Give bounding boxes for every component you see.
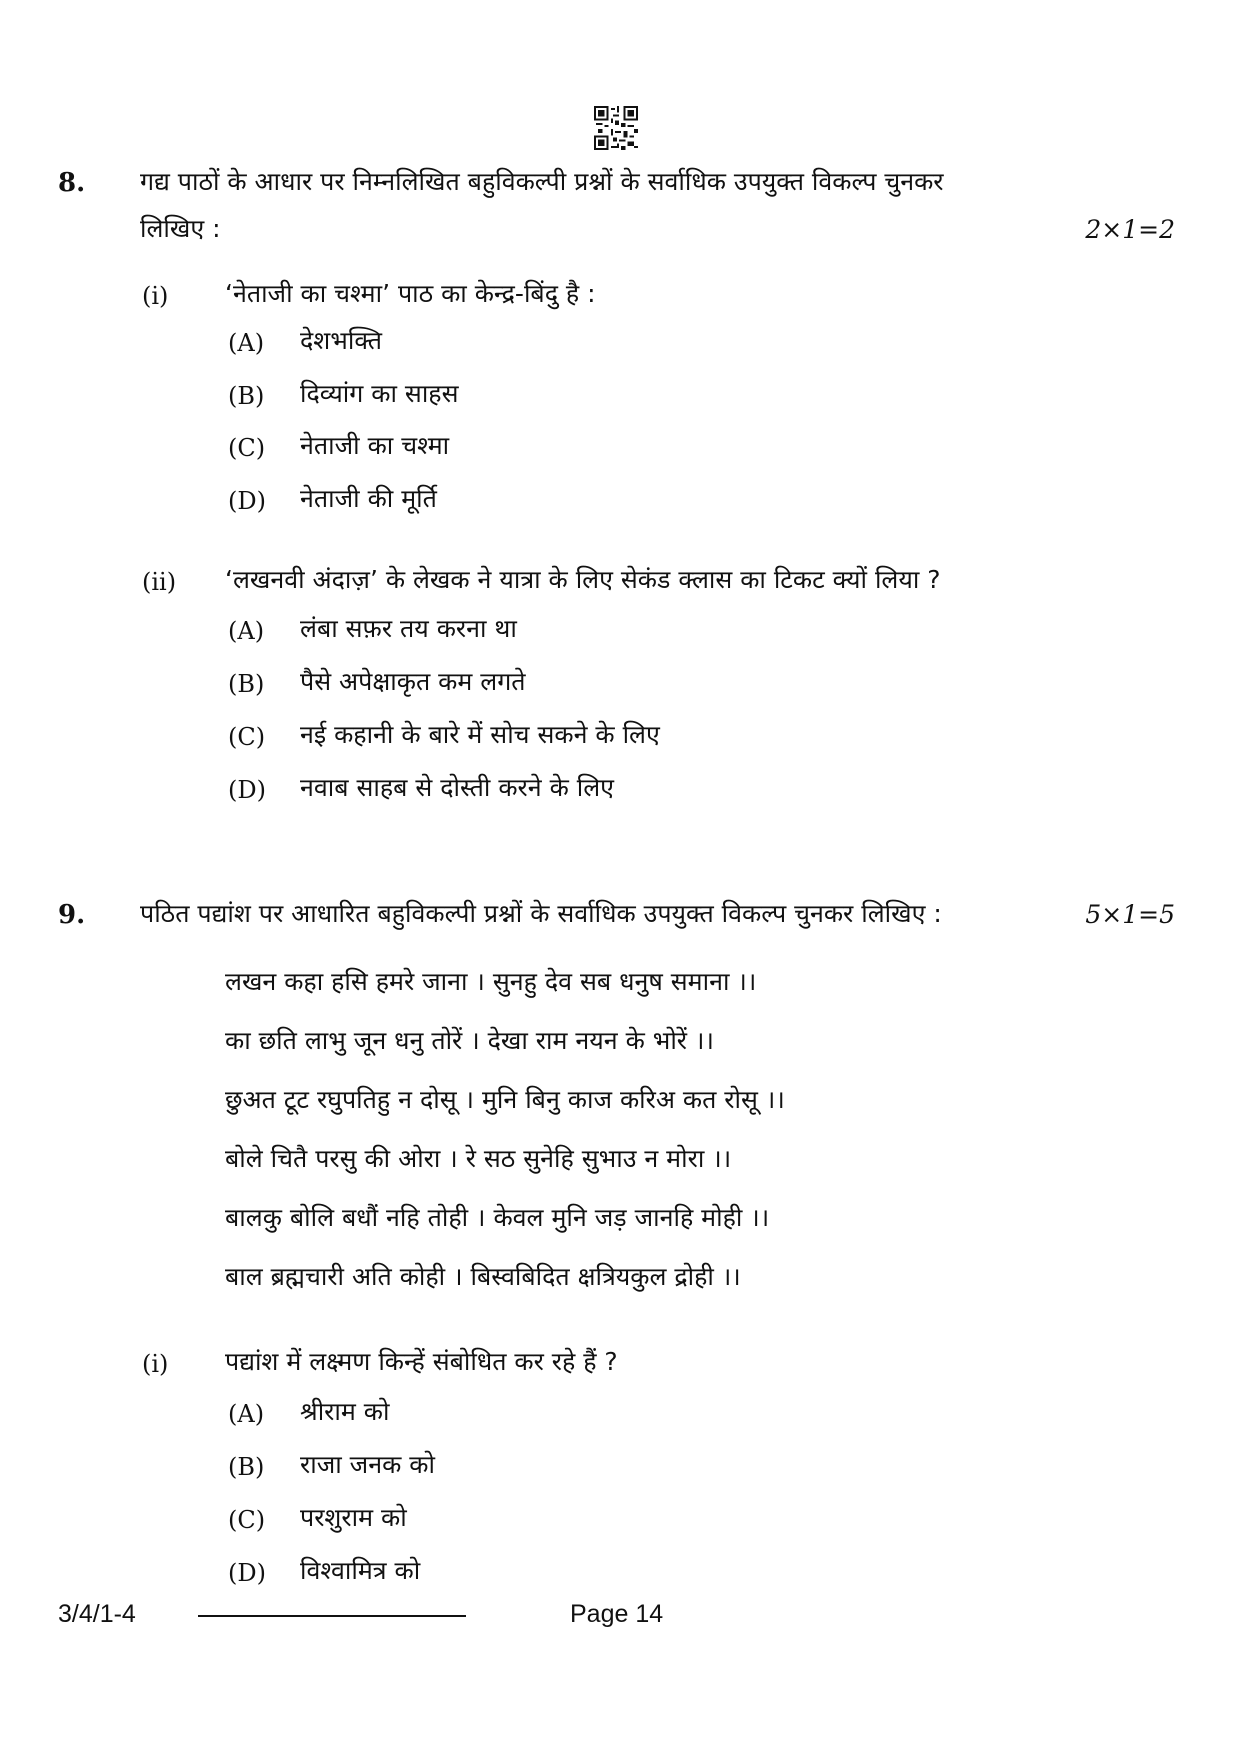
subquestion-label: (i): [142, 282, 169, 310]
option-text: देशभक्ति: [300, 326, 382, 355]
verse-line: बाल ब्रह्मचारी अति कोही । बिस्वबिदित क्षत्रियकुल द्रोही ।।: [225, 1262, 741, 1291]
paper-code: 3/4/1-4: [58, 1600, 136, 1628]
subquestion-label: (i): [142, 1350, 169, 1378]
subquestion-text: पद्यांश में लक्ष्मण किन्हें संबोधित कर रहे हैं ?: [225, 1347, 618, 1376]
option-letter: (A): [228, 617, 265, 645]
verse-line: छुअत टूट रघुपतिहु न दोसू । मुनि बिनु काज करिअ कत रोसू ।।: [225, 1085, 785, 1114]
option-letter: (B): [228, 382, 265, 410]
question-number: 9.: [58, 900, 86, 930]
option-letter: (C): [228, 1506, 266, 1534]
option-text: नई कहानी के बारे में सोच सकने के लिए: [300, 720, 660, 749]
option-text: दिव्यांग का साहस: [300, 379, 459, 408]
option-letter: (A): [228, 329, 265, 357]
verse-line: का छति लाभु जून धनु तोरें । देखा राम नयन के भोरें ।।: [225, 1026, 714, 1055]
option-text: नवाब साहब से दोस्ती करने के लिए: [300, 773, 614, 802]
subquestion-label: (ii): [142, 568, 177, 596]
option-text: नेताजी का चश्मा: [300, 431, 450, 460]
question-stem: पठित पद्यांश पर आधारित बहुविकल्पी प्रश्नों के सर्वाधिक उपयुक्त विकल्प चुनकर लिखिए :: [140, 899, 942, 928]
verse-line: लखन कहा हसि हमरे जाना । सुनहु देव सब धनुष समाना ।।: [225, 967, 757, 996]
option-text: परशुराम को: [300, 1503, 407, 1532]
option-text: श्रीराम को: [300, 1397, 390, 1426]
option-letter: (D): [228, 487, 266, 515]
footer-divider: [198, 1615, 466, 1617]
subquestion-text: ‘नेताजी का चश्मा’ पाठ का केन्द्र-बिंदु है :: [225, 279, 596, 308]
option-text: विश्वामित्र को: [300, 1556, 421, 1585]
option-letter: (B): [228, 1453, 265, 1481]
option-text: लंबा सफ़र तय करना था: [300, 614, 517, 643]
option-letter: (D): [228, 1559, 266, 1587]
option-letter: (D): [228, 776, 266, 804]
option-text: नेताजी की मूर्ति: [300, 484, 437, 513]
qr-code-icon: [594, 106, 638, 150]
option-letter: (C): [228, 723, 266, 751]
option-text: राजा जनक को: [300, 1450, 435, 1479]
question-stem: गद्य पाठों के आधार पर निम्नलिखित बहुविकल्पी प्रश्नों के सर्वाधिक उपयुक्त विकल्प चुनकर: [140, 167, 944, 196]
verse-line: बोले चितै परसु की ओरा । रे सठ सुनेहि सुभाउ न मोरा ।।: [225, 1144, 732, 1173]
option-letter: (C): [228, 434, 266, 462]
question-stem-continued: लिखिए :: [140, 214, 221, 243]
option-letter: (A): [228, 1400, 265, 1428]
page-number: Page 14: [570, 1600, 664, 1628]
marks-allocation: 2×1=2: [1085, 215, 1175, 244]
marks-allocation: 5×1=5: [1085, 900, 1175, 929]
verse-line: बालकु बोलि बधौं नहि तोही । केवल मुनि जड़ जानहि मोही ।।: [225, 1203, 770, 1232]
option-letter: (B): [228, 670, 265, 698]
option-text: पैसे अपेक्षाकृत कम लगते: [300, 667, 526, 696]
subquestion-text: ‘लखनवी अंदाज़’ के लेखक ने यात्रा के लिए सेकंड क्लास का टिकट क्यों लिया ?: [225, 565, 941, 594]
question-number: 8.: [58, 168, 86, 198]
